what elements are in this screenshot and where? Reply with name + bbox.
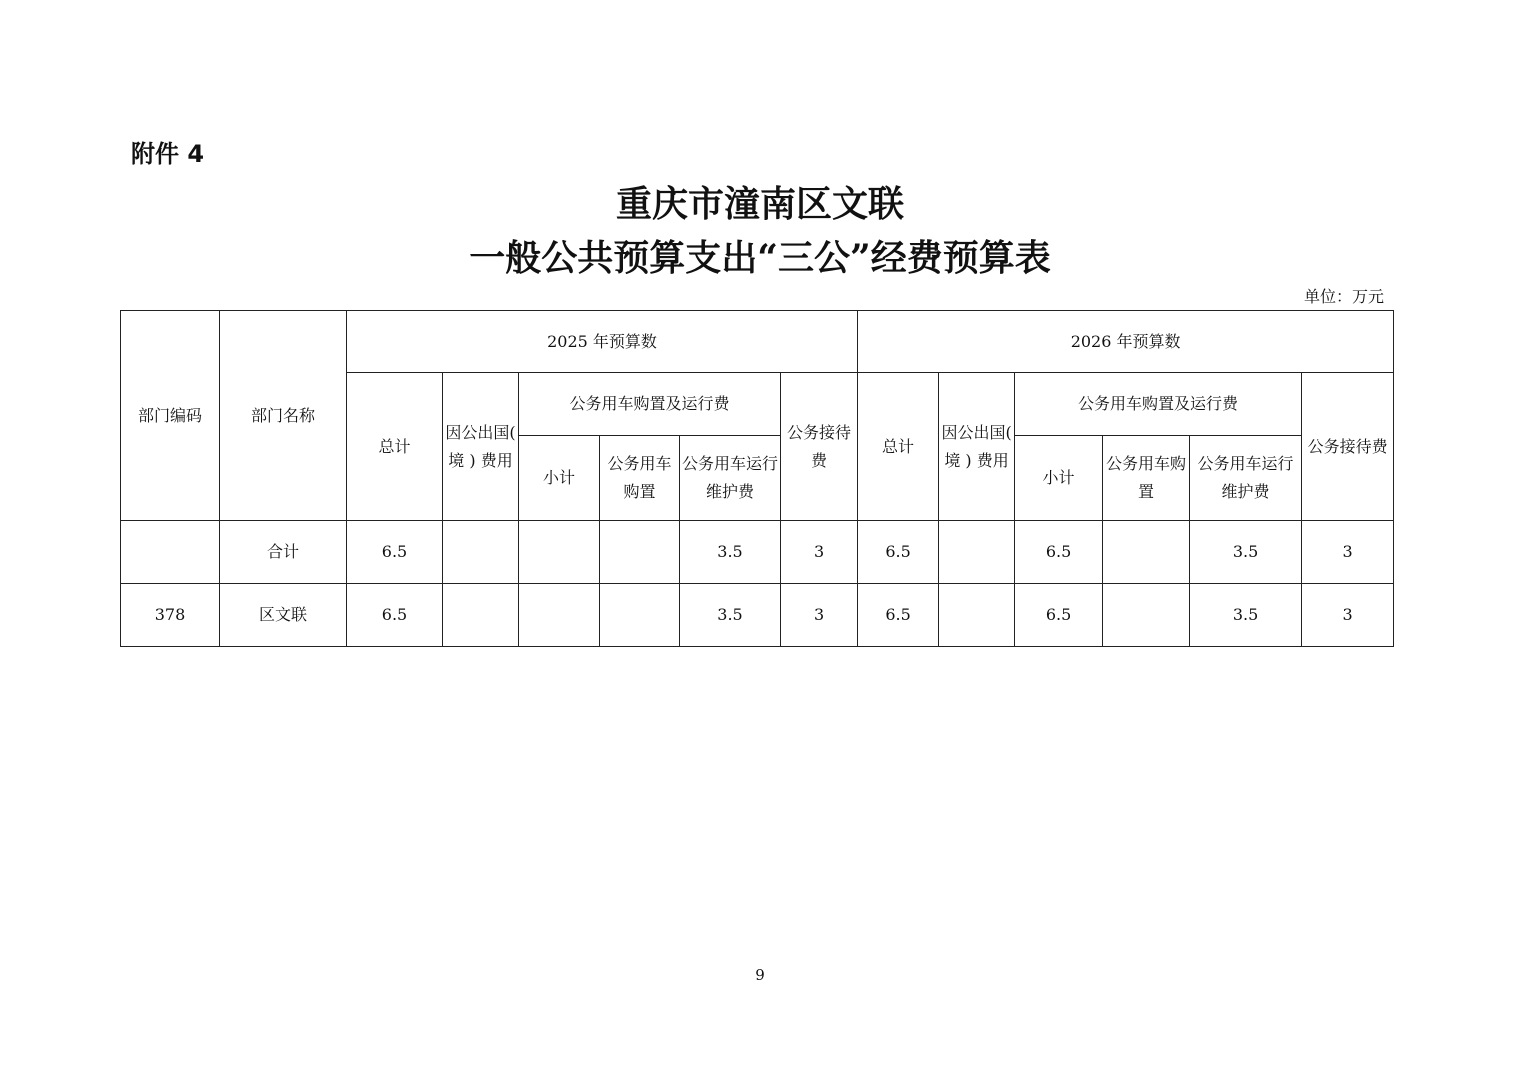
header-subtotal-2026: 小计 <box>1015 436 1103 521</box>
page-number: 9 <box>755 966 765 984</box>
header-abroad-2025: 因公出国( 境 ) 费用 <box>443 373 519 521</box>
cell-2025-subtotal <box>519 584 600 647</box>
cell-2025-operation: 3.5 <box>680 584 781 647</box>
cell-2026-subtotal: 6.5 <box>1015 521 1103 584</box>
header-year-2026: 2026 年预算数 <box>858 311 1394 373</box>
cell-2025-total: 6.5 <box>347 521 443 584</box>
header-operation-2026: 公务用车运行维护费 <box>1190 436 1302 521</box>
header-vehicle-group-2026: 公务用车购置及运行费 <box>1015 373 1302 436</box>
cell-2026-operation: 3.5 <box>1190 521 1302 584</box>
header-purchase-2025: 公务用车购置 <box>600 436 680 521</box>
header-purchase-2026: 公务用车购置 <box>1103 436 1190 521</box>
cell-2025-operation: 3.5 <box>680 521 781 584</box>
unit-label: 单位：万元 <box>1303 287 1384 306</box>
header-reception-2026: 公务接待费 <box>1302 373 1394 521</box>
cell-code: 378 <box>121 584 220 647</box>
cell-2026-reception: 3 <box>1302 521 1394 584</box>
cell-2025-total: 6.5 <box>347 584 443 647</box>
header-abroad-2026: 因公出国( 境 ) 费用 <box>939 373 1015 521</box>
cell-2025-reception: 3 <box>781 521 858 584</box>
table-row-total <box>121 521 1394 584</box>
cell-code <box>121 521 220 584</box>
cell-2026-subtotal: 6.5 <box>1015 584 1103 647</box>
cell-name: 合计 <box>220 521 347 584</box>
annex-label: 附件 4 <box>131 140 205 168</box>
header-total-2026: 总计 <box>858 373 939 521</box>
header-operation-2025: 公务用车运行维护费 <box>680 436 781 521</box>
cell-2026-abroad <box>939 521 1015 584</box>
header-total-2025: 总计 <box>347 373 443 521</box>
cell-2026-total: 6.5 <box>858 521 939 584</box>
cell-2025-purchase <box>600 584 680 647</box>
cell-2025-abroad <box>443 521 519 584</box>
header-reception-2025: 公务接待费 <box>781 373 858 521</box>
cell-2026-abroad <box>939 584 1015 647</box>
cell-2025-subtotal <box>519 521 600 584</box>
cell-2025-abroad <box>443 584 519 647</box>
cell-2025-reception: 3 <box>781 584 858 647</box>
header-dept-name: 部门名称 <box>220 311 347 521</box>
cell-name: 区文联 <box>220 584 347 647</box>
cell-2026-purchase <box>1103 521 1190 584</box>
header-year-2025: 2025 年预算数 <box>347 311 858 373</box>
cell-2026-operation: 3.5 <box>1190 584 1302 647</box>
cell-2026-purchase <box>1103 584 1190 647</box>
cell-2025-purchase <box>600 521 680 584</box>
page-title-line2: 一般公共预算支出“三公”经费预算表 <box>469 237 1051 279</box>
header-dept-code: 部门编码 <box>121 311 220 521</box>
header-vehicle-group-2025: 公务用车购置及运行费 <box>519 373 781 436</box>
cell-2026-total: 6.5 <box>858 584 939 647</box>
header-subtotal-2025: 小计 <box>519 436 600 521</box>
page-title-line1: 重庆市潼南区文联 <box>615 183 904 225</box>
cell-2026-reception: 3 <box>1302 584 1394 647</box>
budget-table <box>120 310 1394 647</box>
table-row <box>121 584 1394 647</box>
